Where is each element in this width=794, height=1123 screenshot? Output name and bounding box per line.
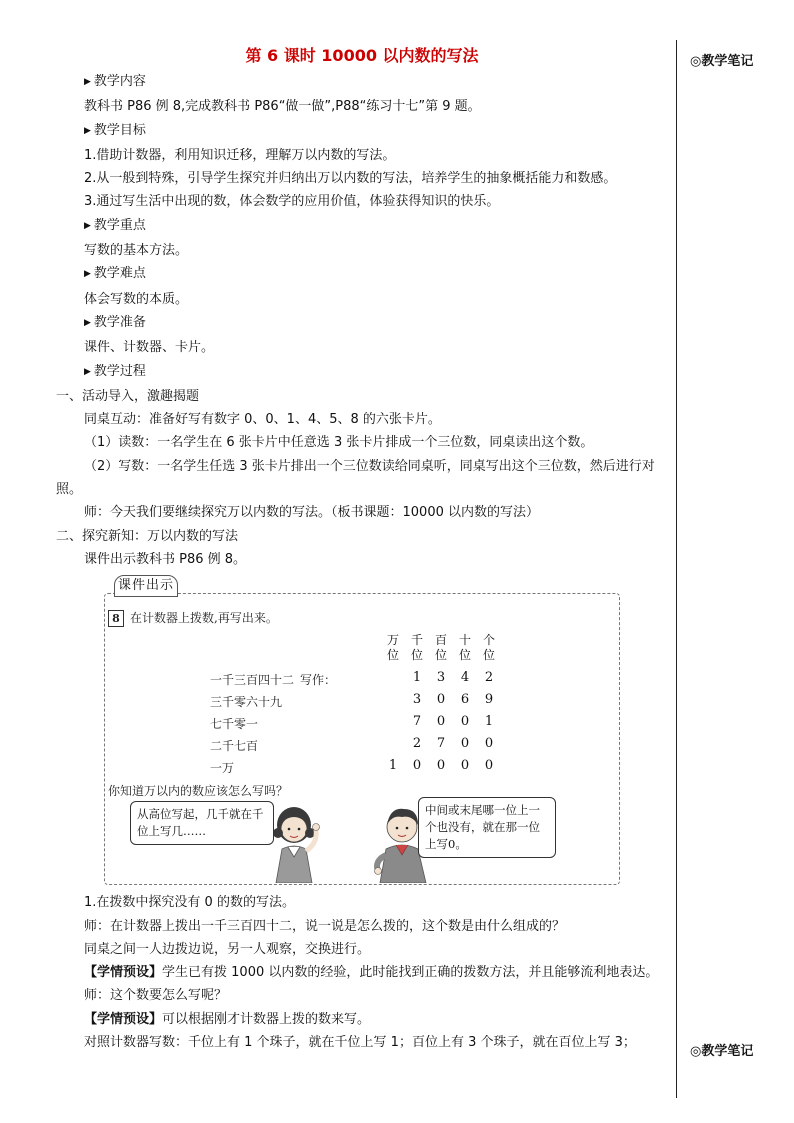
content-text: 教科书 P86 例 8,完成教科书 P86“做一做”,P88“练习十七”第 9 题。	[84, 99, 481, 115]
digit: 1	[388, 758, 398, 774]
lesson-plan	[56, 44, 668, 1054]
question-text: 你知道万以内的数应该怎么写吗？	[108, 784, 289, 799]
digit: 1	[412, 670, 422, 686]
example-prompt: 8 在计数器上拨数,再写出来。	[108, 609, 278, 627]
example-number: 8	[108, 610, 124, 627]
digit: 0	[436, 758, 446, 774]
number-words: 一万	[210, 761, 235, 776]
digit: 0	[436, 692, 446, 708]
digit: 7	[436, 736, 446, 752]
courseware-figure	[104, 578, 620, 885]
section-heading: ▶ 教学重点	[84, 217, 146, 233]
paragraph: 课件出示教科书 P86 例 8。	[84, 551, 247, 567]
paragraph: 师：今天我们要继续探究万以内数的写法。（板书课题：10000 以内数的写法）	[84, 505, 539, 521]
col-header-qian: 千位	[410, 633, 423, 663]
key-point-text: 写数的基本方法。	[84, 243, 189, 259]
col-header-ge: 个位	[482, 633, 495, 663]
digit: 7	[412, 714, 422, 730]
digit: 1	[484, 714, 494, 730]
digit: 0	[436, 714, 446, 730]
difficulty-text: 体会写数的本质。	[84, 291, 189, 307]
section-heading: ▶ 教学准备	[84, 314, 146, 330]
process-step-heading: 一、活动导入，激趣揭题	[56, 388, 200, 404]
paragraph: 【学情预设】学生已有拨 1000 以内数的经验，此时能找到正确的拨数方法，并且能够流利地表达。	[84, 965, 659, 981]
paragraph: 师：这个数要怎么写呢？	[84, 988, 228, 1004]
analysis-tag: 【学情预设】	[84, 1011, 163, 1027]
digit: 0	[460, 758, 470, 774]
goal-item: 1.借助计数器，利用知识迁移，理解万以内数的写法。	[84, 147, 396, 163]
digit: 2	[484, 670, 494, 686]
col-header-wan: 万位	[386, 633, 399, 663]
triangle-bullet-icon: ▶	[84, 366, 91, 377]
digit: 0	[484, 736, 494, 752]
number-words: 一千三百四十二	[210, 673, 295, 688]
section-heading: ▶ 教学过程	[84, 363, 146, 379]
section-heading: ▶ 教学内容	[84, 74, 146, 89]
girl-speech-bubble: 从高位写起，几千就在千位上写几……	[130, 801, 274, 845]
teaching-notes-label-bottom: ◎教学笔记	[690, 1044, 754, 1059]
triangle-bullet-icon: ▶	[84, 125, 91, 136]
triangle-bullet-icon: ▶	[84, 220, 91, 231]
triangle-bullet-icon: ▶	[84, 317, 91, 328]
digit: 3	[436, 670, 446, 686]
margin-rule	[676, 40, 677, 1098]
digit: 3	[412, 692, 422, 708]
digit: 9	[484, 692, 494, 708]
paragraph: 【学情预设】可以根据刚才计数器上拨的数来写。	[84, 1011, 371, 1027]
preparation-text: 课件、计数器、卡片。	[84, 340, 215, 356]
paragraph: 1.在拨数中探究没有 0 的数的写法。	[84, 895, 295, 911]
boy-speech-bubble: 中间或末尾哪一位上一个也没有，就在那一位上写0。	[418, 797, 556, 858]
process-step-heading: 二、探究新知：万以内数的写法	[56, 528, 239, 544]
goal-item: 3.通过写生活中出现的数，体会数学的应用价值，体验获得知识的快乐。	[84, 194, 500, 210]
triangle-bullet-icon: ▶	[84, 77, 91, 87]
paragraph: 同桌之间一人边拨边说，另一人观察，交换进行。	[84, 941, 371, 957]
courseware-tab: 课件出示	[114, 575, 178, 597]
col-header-bai: 百位	[434, 633, 447, 663]
analysis-tag: 【学情预设】	[84, 965, 163, 981]
section-heading: ▶ 教学难点	[84, 266, 146, 282]
digit: 6	[460, 692, 470, 708]
paragraph: 师：在计数器上拨出一千三百四十二，说一说是怎么拨的，这个数是由什么组成的？	[84, 918, 566, 934]
digit: 0	[460, 714, 470, 730]
paragraph: （1）读数：一名学生在 6 张卡片中任意选 3 张卡片排成一个三位数，同桌读出这个数。	[84, 435, 594, 451]
digit: 0	[460, 736, 470, 752]
number-words: 七千零一	[210, 717, 259, 732]
section-heading: ▶ 教学目标	[84, 122, 146, 138]
lesson-title: 第 6 课时 10000 以内数的写法	[245, 46, 479, 65]
digit: 4	[460, 670, 470, 686]
col-header-shi: 十位	[458, 633, 471, 663]
digit: 2	[412, 736, 422, 752]
goal-item: 2.从一般到特殊，引导学生探究并归纳出万以内数的写法，培养学生的抽象概括能力和数感。	[84, 171, 617, 187]
teaching-notes-label-top: ◎教学笔记	[690, 54, 754, 69]
write-label: 写作：	[300, 673, 337, 688]
digit: 0	[412, 758, 422, 774]
triangle-bullet-icon: ▶	[84, 269, 91, 280]
paragraph: （2）写数：一名学生任选 3 张卡片排出一个三位数读给同桌听，同桌写出这个三位数，然后进行对照。	[56, 458, 655, 498]
paragraph: 同桌互动：准备好写有数字 0、0、1、4、5、8 的六张卡片。	[84, 412, 441, 428]
paragraph: 对照计数器写数：千位上有 1 个珠子，就在千位上写 1；百位上有 3 个珠子，就在百位上写 3；	[84, 1035, 636, 1051]
number-words: 三千零六十九	[210, 695, 283, 710]
number-words: 二千七百	[210, 739, 259, 754]
digit: 0	[484, 758, 494, 774]
